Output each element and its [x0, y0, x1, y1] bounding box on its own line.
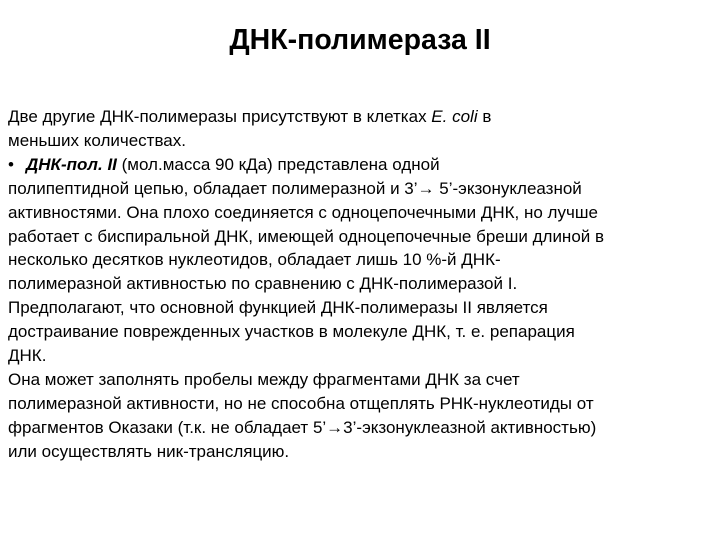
slide-body: [8, 105, 716, 464]
bullet-line-5: несколько десятков нуклеотидов, обладает лишь 10 %-й ДНК-: [8, 250, 501, 270]
closing-line-2: полимеразной активности, но не способна отщеплять РНК-нуклеотиды от: [8, 393, 594, 413]
organism-name: E. coli: [431, 107, 478, 126]
closing-line-1: Она может заполнять пробелы между фрагментами ДНК за счет: [8, 369, 520, 389]
bullet-line-7: Предполагают, что основной функцией ДНК-полимеразы II является: [8, 298, 548, 318]
bullet-text-a: (мол.масса 90 кДа) представлена одной: [116, 154, 440, 174]
closing-line-3: фрагментов Оказаки (т.к. не обладает 5’→3’-экзонуклеазной активностью): [8, 417, 597, 437]
bullet-line-2: полипептидной цепью, обладает полимеразной и 3’→ 5’-экзонуклеазной: [8, 178, 582, 198]
bullet-line-3: активностями. Она плохо соединяется с одноцепочечными ДНК, но лучше: [8, 202, 598, 222]
intro-line-2: меньших количествах.: [8, 130, 186, 150]
intro-text-a: Две другие ДНК-полимеразы присутствуют в клетках: [8, 107, 432, 126]
bullet-line-4: работает с биспиральной ДНК, имеющей одноцепочечные бреши длиной в: [8, 226, 605, 246]
intro-line-1: [8, 105, 716, 129]
bullet-line-8: достраивание поврежденных участков в молекуле ДНК, т. е. репарация: [8, 322, 575, 342]
bullet-marker: •: [8, 154, 14, 174]
intro-text-b: в: [477, 107, 492, 126]
enzyme-term: ДНК-пол. II: [26, 154, 117, 174]
bullet-line-6: полимеразной активностью по сравнению с ДНК-полимеразой I.: [8, 274, 518, 294]
slide-title: ДНК-полимераза II: [229, 24, 491, 56]
bullet-line-1: [8, 153, 716, 177]
closing-line-4: или осуществлять ник-трансляцию.: [8, 441, 290, 461]
bullet-line-9: ДНК.: [8, 346, 47, 366]
